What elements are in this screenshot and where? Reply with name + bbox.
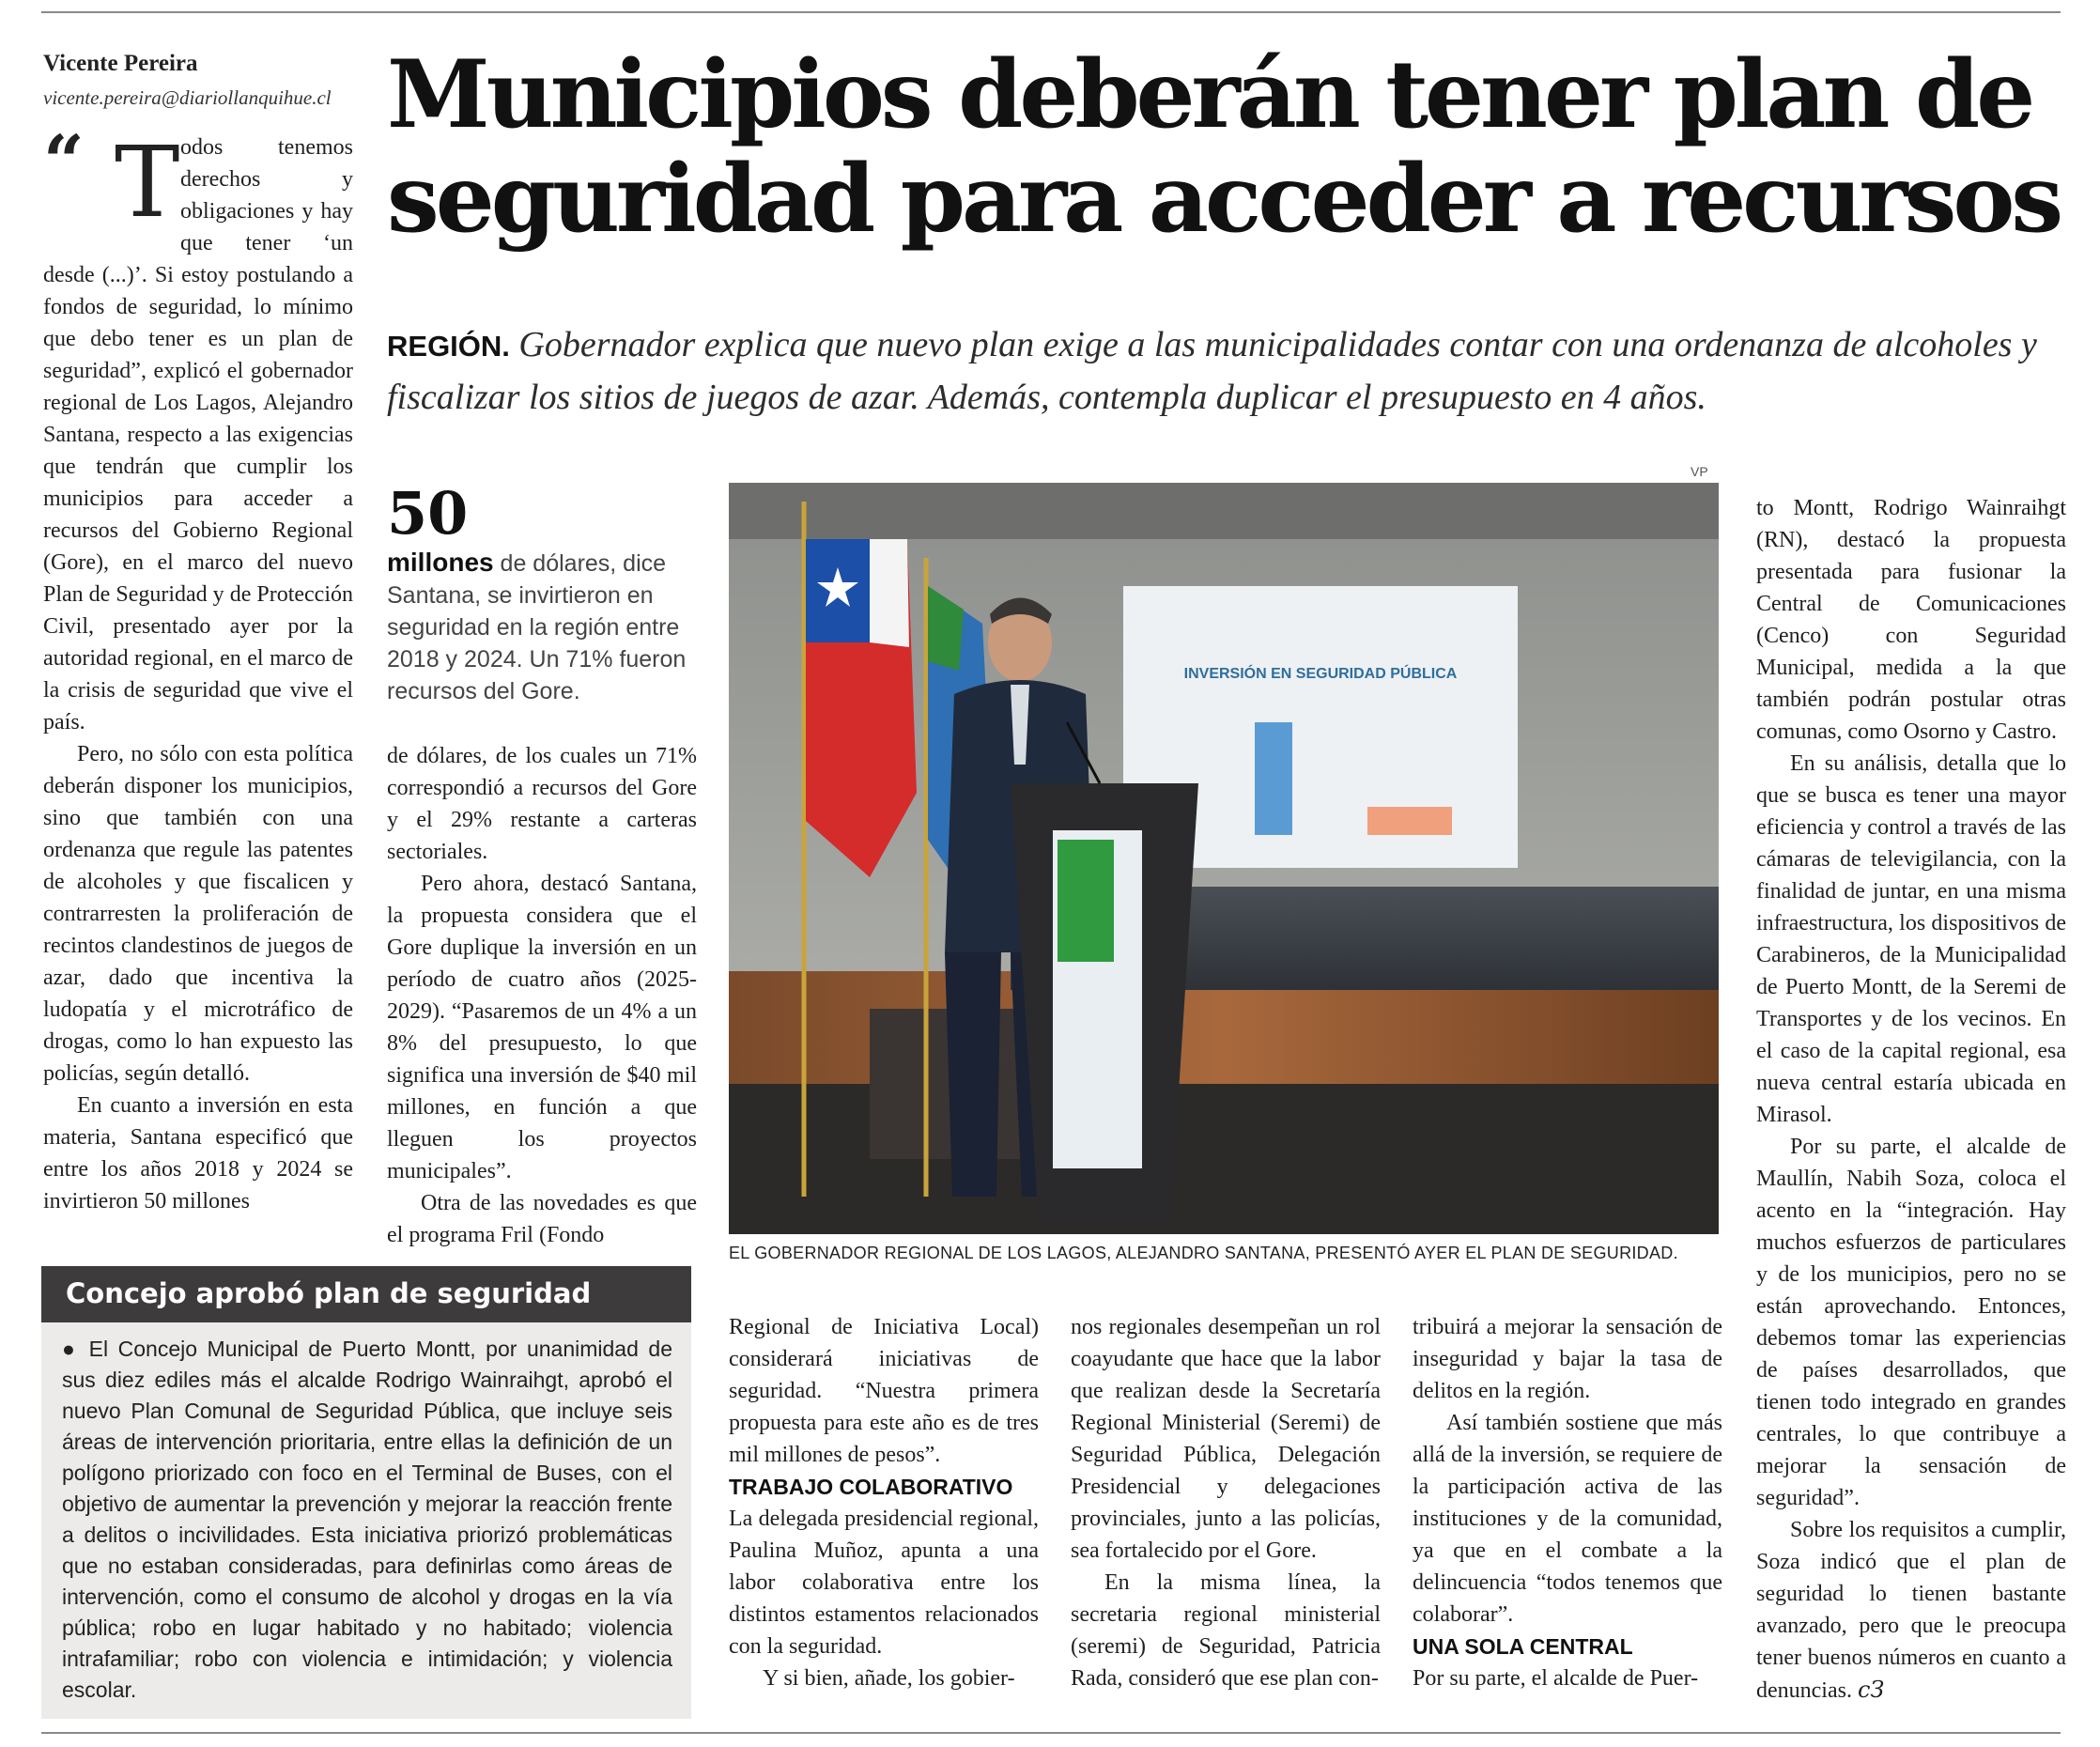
column-6-paragraph-4 xyxy=(1756,1514,2066,1707)
column-1-paragraph-1: odos tenemos derechos y obligaciones y hay que tener ‘un desde (...)’. Si estoy postulando a fondos de seguridad, lo mínimo que debo tener es un plan de seguridad”, explicó el gobernador regional de Los Lagos, Alejandro Santana, respecto a las exigencias que tendrán que cumplir los municipios para acceder a recursos del Gobierno Regional (Gore), en el marco del nuevo Plan de Seguridad y de Protección Civil, presentado ayer por la autoridad regional, en el marco de la crisis de seguridad que vive el país. xyxy=(43,135,353,734)
slide-bar-1 xyxy=(1255,722,1292,835)
sidebar-box-title: Concejo aprobó plan de seguridad xyxy=(66,1277,592,1309)
fact-box xyxy=(387,481,697,707)
bullet-icon: ● xyxy=(62,1337,80,1361)
fact-description: de dólares, dice Santana, se invirtieron en seguridad en la región entre 2018 y 2024. Un 71% fueron recursos del Gore. xyxy=(387,550,687,704)
fact-number: 50 xyxy=(387,479,469,548)
article-column-4 xyxy=(1071,1311,1381,1694)
article-column-2 xyxy=(387,740,697,1251)
column-6-paragraph-1: to Montt, Rodrigo Wainraihgt (RN), destacó la propuesta presentada para fusionar la Central de Comunicaciones (Cenco) con Seguridad Municipal, medida a la que también podrán postular otras comunas, como Osorno y Castro. xyxy=(1756,496,2066,744)
column-4-paragraph-2: En la misma línea, la secretaria regional ministerial (seremi) de Seguridad, Patricia Rada, consideró que ese plan con- xyxy=(1071,1570,1381,1691)
author-name: Vicente Pereira xyxy=(43,51,198,76)
subhead-trabajo-colaborativo: TRABAJO COLABORATIVO xyxy=(729,1475,1013,1499)
ceiling xyxy=(729,483,1719,539)
bottom-rule xyxy=(41,1732,2061,1734)
headline-line-1: Municipios deberán tener plan de xyxy=(387,40,2032,149)
article-column-6 xyxy=(1756,492,2066,1707)
column-5-paragraph-3: Por su parte, el alcalde de Puer- xyxy=(1413,1666,1699,1691)
headline-line-2: seguridad para acceder a recursos xyxy=(387,145,2061,254)
sidebar-box-body xyxy=(62,1334,672,1706)
column-2-paragraph-1: de dólares, de los cuales un 71% correspondió a recursos del Gore y el 29% restante a carteras sectoriales. xyxy=(387,744,697,864)
article-photo xyxy=(729,483,1719,1234)
column-2-paragraph-2: Pero ahora, destacó Santana, la propuesta considera que el Gore duplique la inversión en un período de cuatro años (2025-2029). “Pasaremos de un 4% a un 8% del presupuesto, lo que significa una inversión de $40 mil millones, en función a que lleguen los proyectos municipales”. xyxy=(387,872,697,1183)
column-1-paragraph-3: En cuanto a inversión en esta materia, Santana especificó que entre los años 2018 y 2024 se invirtieron 50 millones xyxy=(43,1093,353,1214)
sidebar-box xyxy=(41,1266,691,1719)
photo-credit: VP xyxy=(1691,464,1708,479)
headline xyxy=(387,40,2068,254)
sidebar-box-header xyxy=(41,1266,691,1322)
column-2-paragraph-3: Otra de las novedades es que el programa Fril (Fondo xyxy=(387,1191,697,1247)
slide-bar-2 xyxy=(1367,807,1452,835)
column-3-paragraph-1: Regional de Iniciativa Local) considerará iniciativas de seguridad. “Nuestra primera propuesta para este año es de tres mil millones de pesos”. xyxy=(729,1315,1039,1467)
column-6-paragraph-4-text: Sobre los requisitos a cumplir, Soza indicó que el plan de seguridad lo tienen bastante avanzado, pero que le preocupa tener buenos números en cuanto a denuncias. xyxy=(1756,1518,2066,1703)
column-6-paragraph-2: En su análisis, detalla que lo que se busca es tener una mayor eficiencia y control a través de las cámaras de televigilancia, con la finalidad de juntar, en una misma infraestructura, los dispositivos de Carabineros, de la Municipalidad de Puerto Montt, de la Seremi de Transportes y de los vecinos. En el caso de la capital regional, esa nueva central estaría ubicada en Mirasol. xyxy=(1756,751,2066,1127)
section-tag: REGIÓN. xyxy=(387,330,510,363)
article-column-1 xyxy=(43,119,353,1217)
subhead-una-sola-central: UNA SOLA CENTRAL xyxy=(1413,1634,1633,1659)
fact-text xyxy=(387,547,697,707)
top-rule xyxy=(41,11,2061,13)
fact-unit: millones xyxy=(387,548,494,577)
column-3-paragraph-3: Y si bien, añade, los gobier- xyxy=(763,1666,1015,1691)
column-4-paragraph-1: nos regionales desempeñan un rol coayudante que hace que la labor que realizan desde la Secretaría Regional Ministerial (Seremi) de Seguridad Pública, Delegación Presidencial y delegaciones provinciales, junto a las policías, sea fortalecido por el Gore. xyxy=(1071,1315,1381,1563)
dek xyxy=(387,319,2068,423)
column-5-paragraph-2: Así también sostiene que más allá de la inversión, se requiere de la participación activa de las instituciones y de la comunidad, ya que en el combate a la delincuencia “todos tenemos que colaborar”. xyxy=(1413,1411,1722,1627)
drop-cap: T xyxy=(115,125,180,240)
photo-caption: EL GOBERNADOR REGIONAL DE LOS LAGOS, ALEJANDRO SANTANA, PRESENTÓ AYER EL PLAN DE SEGURIDAD. xyxy=(729,1244,1678,1262)
sidebar-box-text: El Concejo Municipal de Puerto Montt, por unanimidad de sus diez ediles más el alcalde Rodrigo Wainraihgt, aprobó el nuevo Plan Comunal de Seguridad Pública, que incluye seis áreas de intervención prioritaria, entre ellas la definición de un polígono priorizado con foco en el Terminal de Buses, con el objetivo de aumentar la prevención y mejorar la reacción frente a delitos o incivilidades. Esta iniciativa priorizó problemáticas que no estaban consideradas, para definirlas como áreas de intervención, como el consumo de alcohol y drogas en la vía pública; robo en lugar habitado y no habitado; violencia intrafamiliar; robo con violencia e intimidación; y violencia escolar. xyxy=(62,1337,673,1702)
podium-banner-accent xyxy=(1058,840,1114,962)
column-6-paragraph-3: Por su parte, el alcalde de Maullín, Nabih Soza, coloca el acento en la “integración. Hay muchos esfuerzos de particulares y de los municipios, pero no se están aprovechando. Entonces, debemos tomar las experiencias de países desarrollados, que tienen todo integrado en grandes centrales, lo que contribuye a mejorar la sensación de seguridad”. xyxy=(1756,1135,2066,1510)
photo-scene xyxy=(729,483,1719,1234)
column-3-paragraph-2: La delegada presidencial regional, Paulina Muñoz, apunta a una labor colaborativa entre los distintos estamentos relacionados con la seguridad. xyxy=(729,1507,1039,1659)
speaker-leg-1 xyxy=(945,952,1001,1197)
article-column-5 xyxy=(1413,1311,1722,1694)
chile-flag-white xyxy=(870,539,909,647)
column-1-paragraph-2: Pero, no sólo con esta política deberán disponer los municipios, sino que también con una ordenanza que regule las patentes de alcoholes y que fiscalicen y contrarresten la proliferación de recintos clandestinos de juegos de azar, dado que incentiva la ludopatía y el microtráfico de drogas, como lo han expuesto las policías, según detalló. xyxy=(43,742,353,1086)
dek-text: Gobernador explica que nuevo plan exige a las municipalidades contar con una ordenanza de alcoholes y fiscalizar los sitios de juegos de azar. Además, contempla duplicar el presupuesto en 4 años. xyxy=(387,325,2037,417)
slide-title: INVERSIÓN EN SEGURIDAD PÚBLICA xyxy=(1183,666,1458,682)
end-mark: cЗ xyxy=(1857,1677,1885,1703)
article-column-3 xyxy=(729,1311,1039,1694)
opening-quote-mark: “ xyxy=(43,119,85,203)
author-email[interactable]: vicente.pereira@diariollanquihue.cl xyxy=(43,86,332,109)
column-5-paragraph-1: tribuirá a mejorar la sensación de inseguridad y bajar la tasa de delitos en la región. xyxy=(1413,1315,1722,1403)
